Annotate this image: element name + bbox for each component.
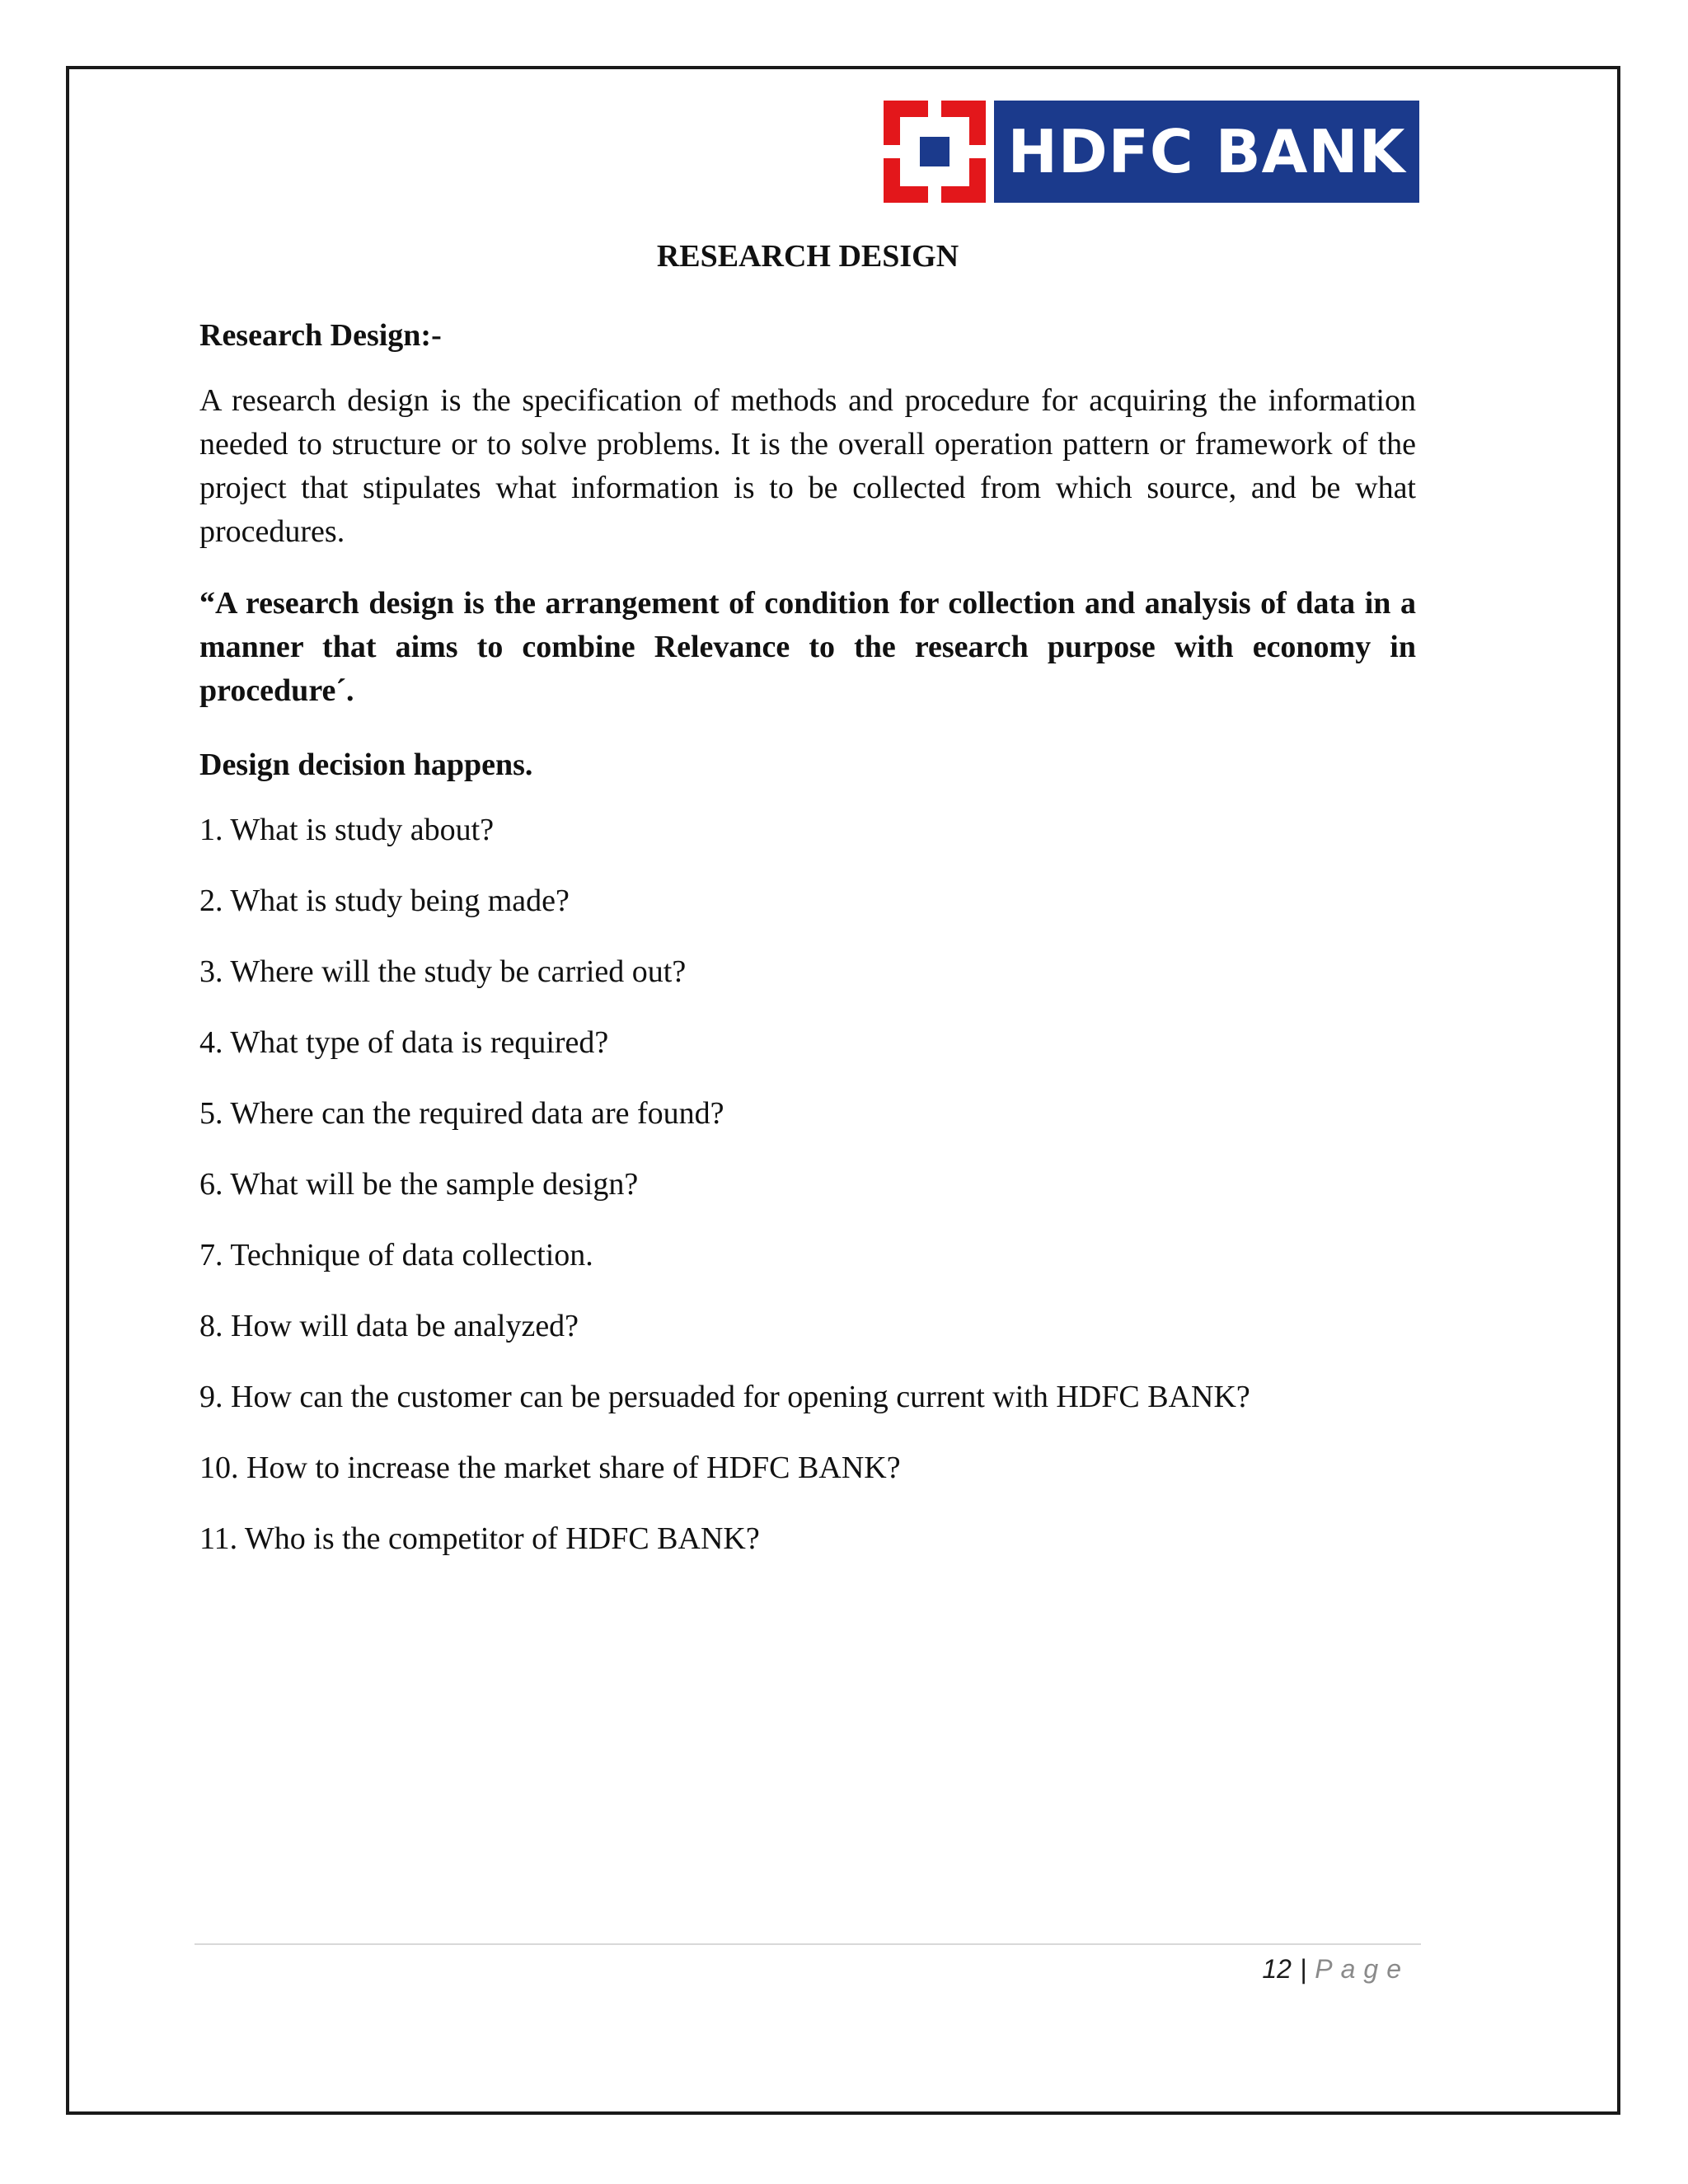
- list-item: 10. How to increase the market share of HDFC BANK?: [199, 1451, 901, 1485]
- list-item: 8. How will data be analyzed?: [199, 1309, 579, 1343]
- page-footer: [1262, 1950, 1409, 1988]
- list-item: 7. Technique of data collection.: [199, 1238, 593, 1272]
- intro-paragraph: A research design is the specification of methods and procedure for acquiring the information needed to structure or to solve problems. It is the overall operation pattern or framework of the project that stipulates what information is to be collected from which source, and be what procedures.: [199, 383, 1416, 549]
- page-number: 12: [1262, 1954, 1292, 1984]
- decision-heading: Design decision happens.: [199, 748, 533, 782]
- definition-quote: “A research design is the arrangement of condition for collection and analysis of data in a manner that aims to combine Relevance to the research purpose with economy in procedure´.: [199, 586, 1416, 708]
- list-item: 5. Where can the required data are found?: [199, 1096, 724, 1131]
- list-item: 2. What is study being made?: [199, 883, 570, 918]
- section-heading: Research Design:-: [199, 318, 442, 353]
- footer-divider: [195, 1943, 1421, 1945]
- hdfc-logo-wordmark: [994, 101, 1419, 203]
- list-item: 9. How can the customer can be persuaded for opening current with HDFC BANK?: [199, 1380, 1250, 1414]
- list-item: 4. What type of data is required?: [199, 1025, 609, 1060]
- hdfc-logo-mark-icon: [884, 101, 986, 203]
- document-body: [199, 232, 1416, 1588]
- list-item: 1. What is study about?: [199, 813, 495, 847]
- logo-text: HDFC BANK: [1007, 117, 1406, 186]
- questions-list: [199, 808, 1416, 1560]
- list-item: 3. Where will the study be carried out?: [199, 954, 687, 989]
- list-item: 11. Who is the competitor of HDFC BANK?: [199, 1521, 760, 1556]
- page-label: Page: [1315, 1954, 1409, 1984]
- list-item: 6. What will be the sample design?: [199, 1167, 639, 1202]
- footer-separator: |: [1299, 1954, 1307, 1984]
- page-title: RESEARCH DESIGN: [656, 239, 959, 274]
- hdfc-bank-logo: [884, 101, 1419, 203]
